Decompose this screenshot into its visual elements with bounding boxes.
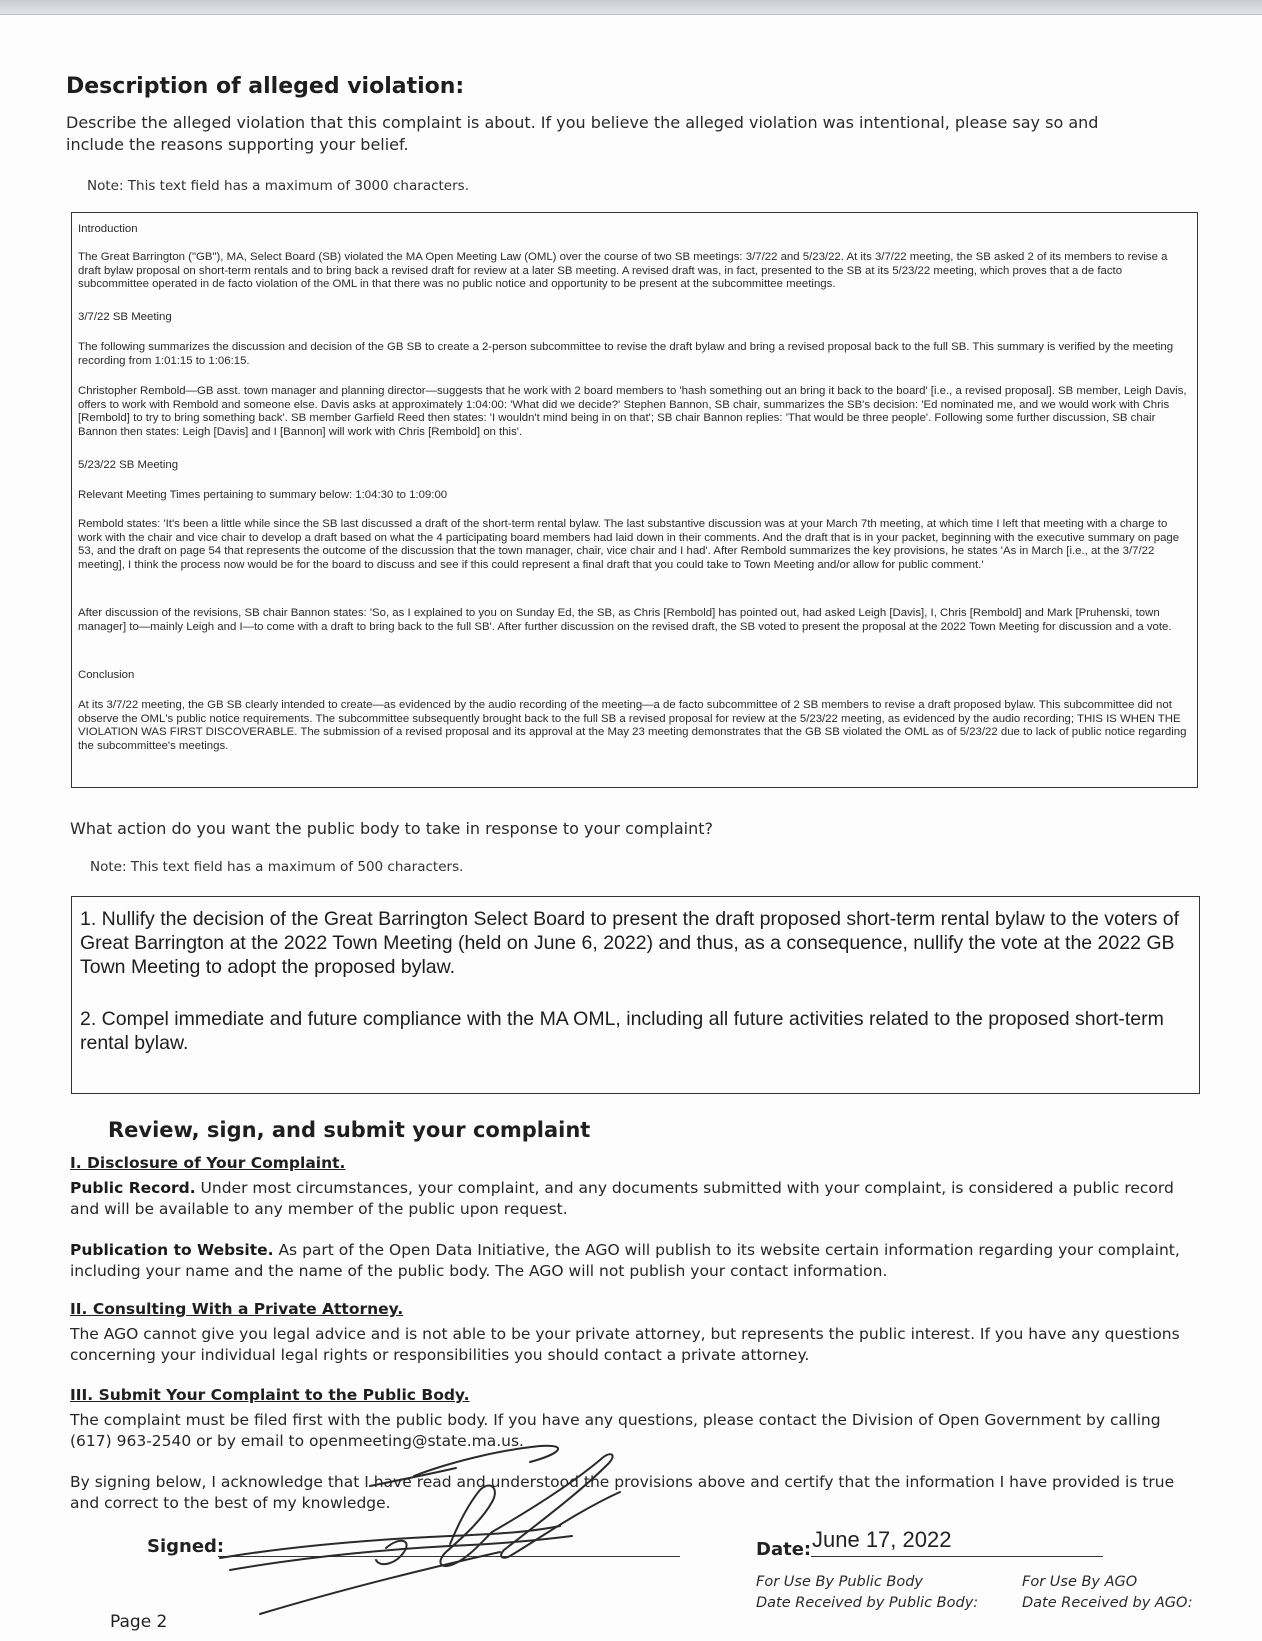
date-value[interactable]: June 17, 2022 xyxy=(812,1527,952,1552)
action-item-1: 1. Nullify the decision of the Great Barrington Select Board to present the draft proposed short-term rental bylaw to the voters of Great Barrington at the 2022 Town Meeting (held on June 6, 2022) and thus, as a consequence, nullify the vote at the 2022 GB Town Meeting to adopt the proposed bylaw. xyxy=(80,908,1180,978)
requested-action-field[interactable] xyxy=(71,896,1200,1094)
action-question: What action do you want the public body to take in response to your complaint? xyxy=(70,819,714,838)
public-record-text: Under most circumstances, your complaint, and any documents submitted with your complaint, is considered a public record and will be available to any member of the public upon request. xyxy=(70,1179,1174,1218)
top-edge xyxy=(0,0,1262,15)
ago-use-title: For Use By AGO xyxy=(1022,1574,1138,1590)
section-heading: Description of alleged violation: xyxy=(66,74,465,99)
publication-paragraph xyxy=(70,1240,1200,1282)
intro-heading: Introduction xyxy=(78,223,138,235)
submit-text: The complaint must be filed first with the public body. If you have any questions, please contact the Division of Open Government by calling (617) 963-2540 or by email to openmeeting@state.ma.us. xyxy=(70,1411,1161,1450)
meeting2-after: After discussion of the revisions, SB chair Bannon states: 'So, as I explained to you on Sunday Ed, the SB, as Chris [Rembold] has pointed out, had asked Leigh [Davis], I, Chris [Rembold] and Mark [Pruhenski, town manager] to—mainly Leigh and I—to come with a draft to bring back to the full SB'. After further discussion on the revised draft, the SB voted to present the proposal at the 2022 Town Meeting for discussion and a vote. xyxy=(78,607,1172,633)
meeting2-text: Rembold states: 'It's been a little while since the SB last discussed a draft of the short-term rental bylaw. The last substantive discussion was at your March 7th meeting, at which time I left that meeting with a charge to work with the chair and vice chair to develop a draft based on what the 4 participating board members had laid down in their comments. And the draft that is in your packet, beginning with the executive summary on page 53, and the draft on page 54 that represents the outcome of the discussion that the town manager, chair, vice chair and I had'. After Rembold summarizes the key provisions, he states 'As in March [i.e., at the 3/7/22 meeting], I think the process now would be for the board to discuss and see if this could represent a final draft that you could take to Town Meeting and/or allow for public comment.' xyxy=(78,518,1180,571)
handwritten-signature xyxy=(200,1440,720,1641)
meeting1-text: The following summarizes the discussion and decision of the GB SB to create a 2-person subcommittee to revise the draft bylaw and bring a revised proposal back to the full SB. This summary is verified by the meeting recording from 1:01:15 to 1:06:15. xyxy=(78,341,1174,367)
meeting1-detail: Christopher Rembold—GB asst. town manager and planning director—suggests that he work with 2 board members to 'hash something out an bring it back to the board' [i.e., a revised proposal]. SB member, Leigh Davis, offers to work with Rembold and someone else. Davis asks at approximately 1:04:00: 'What did we decide?' Stephen Bannon, SB chair, summarizes the SB's decision: 'Ed nominated me, and we would work with Chris [Rembold] to try to bring something back'. SB member Garfield Reed then states: 'I wouldn't mind being in on that'; SB chair Bannon replies: 'That would be three people'. Following some further discussion, SB chair Bannon then states: Leigh [Davis] and I [Bannon] will work with Chris [Rembold] on this'. xyxy=(78,385,1187,438)
meeting1-heading: 3/7/22 SB Meeting xyxy=(78,311,172,323)
intro-text: The Great Barrington ("GB"), MA, Select Board (SB) violated the MA Open Meeting Law (OML) over the course of two SB meetings: 3/7/22 and 5/23/22. At its 3/7/22 meeting, the SB asked 2 of its members to revise a draft bylaw proposal on short-term rentals and to bring back a revised draft for review at a later SB meeting. A revised draft was, in fact, presented to the SB at its 5/23/22 meeting, which proves that a de facto subcommittee operated in de facto violation of the OML in that there was no public notice and opportunity to be present at the subcommittee meetings. xyxy=(78,251,1168,291)
public-body-date-received: Date Received by Public Body: xyxy=(756,1595,979,1611)
ago-date-received: Date Received by AGO: xyxy=(1022,1595,1193,1611)
conclusion-heading: Conclusion xyxy=(78,669,135,681)
violation-description-field[interactable] xyxy=(71,212,1198,788)
public-body-use-block xyxy=(756,1572,978,1614)
attorney-heading: II. Consulting With a Private Attorney. xyxy=(70,1300,404,1318)
acknowledgement-text: By signing below, I acknowledge that I have read and understood the provisions above and certify that the information I have provided is true and correct to the best of my knowledge. xyxy=(70,1473,1175,1512)
meeting2-heading: 5/23/22 SB Meeting xyxy=(78,459,179,471)
submit-heading: III. Submit Your Complaint to the Public Body. xyxy=(70,1386,470,1404)
public-record-label: Public Record. xyxy=(70,1179,196,1197)
publication-text: As part of the Open Data Initiative, the AGO will publish to its website certain information regarding your complaint, including your name and the name of the public body. The AGO will not publish your contact information. xyxy=(70,1241,1180,1280)
action-item-2: 2. Compel immediate and future compliance with the MA OML, including all future activities related to the proposed short-term rental bylaw. xyxy=(80,1008,1164,1054)
attorney-text: The AGO cannot give you legal advice and is not able to be your private attorney, but represents the public interest. If you have any questions concerning your individual legal rights or responsibilities you should contact a private attorney. xyxy=(70,1325,1180,1364)
public-record-paragraph xyxy=(70,1178,1200,1220)
instructions-text: Describe the alleged violation that this complaint is about. If you believe the alleged violation was intentional, please say so and include the reasons supporting your belief. xyxy=(66,113,1099,154)
char-limit-note-500: Note: This text field has a maximum of 500 characters. xyxy=(90,859,464,875)
conclusion-text: At its 3/7/22 meeting, the GB SB clearly intended to create—as evidenced by the audio recording of the meeting—a de facto subcommittee of 2 SB members to revise a draft proposed bylaw. This subcommittee did not observe the OML's public notice requirements. The subcommittee subsequently brought back to the full SB a revised proposal for review at the 5/23/22 meeting, as evidenced by the audio recording; THIS IS WHEN THE VIOLATION WAS FIRST DISCOVERABLE. The submission of a revised proposal and its approval at the May 23 meeting demonstrates that the GB SB violated the OML as of 5/23/22 due to lack of public notice regarding the subcommittee's meetings. xyxy=(78,699,1187,752)
date-line xyxy=(811,1556,1103,1557)
char-limit-note: Note: This text field has a maximum of 3000 characters. xyxy=(87,178,469,194)
review-heading: Review, sign, and submit your complaint xyxy=(108,1118,591,1142)
meeting2-times: Relevant Meeting Times pertaining to summary below: 1:04:30 to 1:09:00 xyxy=(78,489,448,501)
ago-use-block xyxy=(1022,1572,1193,1614)
date-label: Date: xyxy=(756,1539,812,1560)
public-body-use-title: For Use By Public Body xyxy=(756,1574,923,1590)
publication-label: Publication to Website. xyxy=(70,1241,274,1259)
disclosure-heading: I. Disclosure of Your Complaint. xyxy=(70,1154,346,1172)
page-number: Page 2 xyxy=(110,1612,168,1632)
signed-label: Signed: xyxy=(147,1536,225,1557)
